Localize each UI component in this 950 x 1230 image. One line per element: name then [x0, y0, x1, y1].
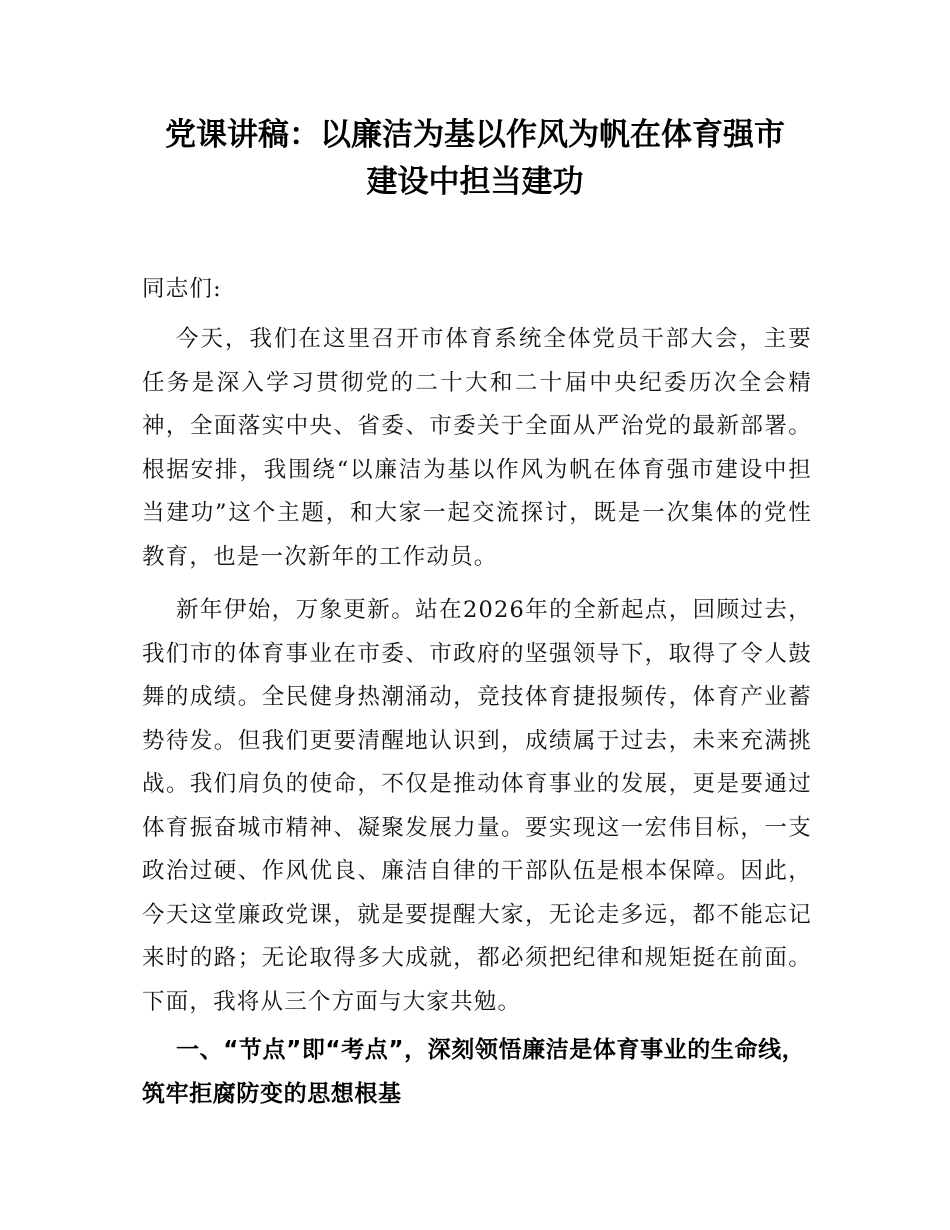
section-heading-1: 一、“节点”即“考点”，深刻领悟廉洁是体育事业的生命线，筑牢拒腐防变的思想根基 — [142, 1037, 806, 1107]
salutation: 同志们: — [142, 276, 222, 302]
document-title — [120, 112, 830, 206]
paragraph-opening: 今天，我们在这里召开市体育系统全体党员干部大会，主要任务是深入学习贯彻党的二十大和二十届中央纪委历次全会精神，全面落实中央、省委、市委关于全面从严治党的最新部署。根据安排，我围绕“以廉洁为基以作风为帆在体育强市建设中担当建功”这个主题，和大家一起交流探讨，既是一次集体的党性教育，也是一次新年的工作动员。 — [142, 326, 812, 570]
title-line-2: 建设中担当建功 — [366, 164, 584, 200]
paragraph-new-year: 新年伊始，万象更新。站在2026年的全新起点，回顾过去，我们市的体育事业在市委、市政府的坚强领导下，取得了令人鼓舞的成绩。全民健身热潮涌动，竞技体育捷报频传，体育产业蓄势待发。但我们更要清醒地认识到，成绩属于过去，未来充满挑战。我们肩负的使命，不仅是推动体育事业的发展，更是要通过体育振奋城市精神、凝聚发展力量。要实现这一宏伟目标，一支政治过硬、作风优良、廉洁自律的干部队伍是根本保障。因此，今天这堂廉政党课，就是要提醒大家，无论走多远，都不能忘记来时的路；无论取得多大成就，都必须把纪律和规矩挺在前面。下面，我将从三个方面与大家共勉。 — [142, 597, 812, 1015]
title-line-1: 党课讲稿：以廉洁为基以作风为帆在体育强市 — [165, 117, 785, 153]
